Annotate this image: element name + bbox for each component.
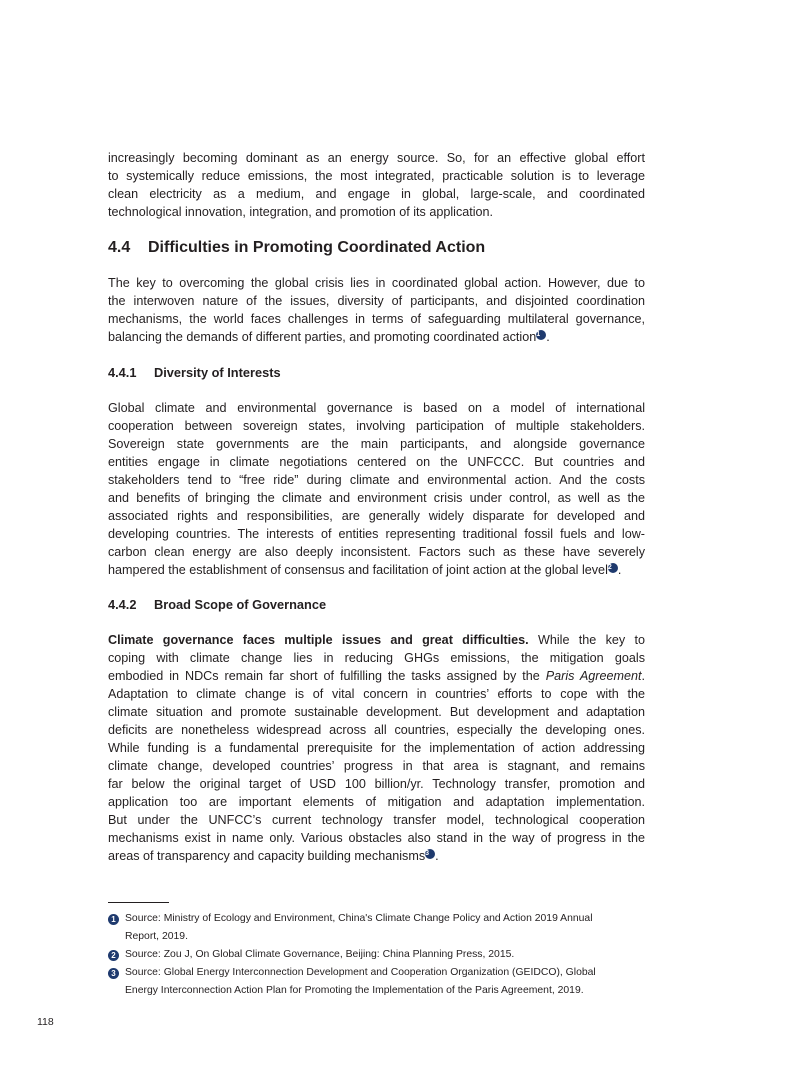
text-line: mechanisms exist in name only. Various obstacles also stand in the way of progress in the [108,831,645,845]
footnote-text: Source: Ministry of Ecology and Environment, China's Climate Change Policy and Action 2019 Annual [125,913,593,924]
text-line: coping with climate change lies in reducing GHGs emissions, the mitigation goals [108,651,645,665]
text-line: cooperation between sovereign states, involving participation of multiple stakeholders. [108,419,645,433]
paragraph-governance [108,631,645,865]
text-line: to systemically reduce emissions, the most integrated, practicable solution is to leverage [108,169,645,183]
text: While the key to [528,633,645,647]
footnote-text: Source: Zou J, On Global Climate Governance, Beijing: China Planning Press, 2015. [125,949,515,960]
subsection-heading [108,364,645,382]
text: hampered the establishment of consensus and facilitation of joint action at the global level [108,563,608,577]
text-line: stakeholders tend to “free ride” during climate and environmental action. And the costs [108,473,645,487]
section-heading [108,238,645,258]
subsection-heading [108,596,645,614]
footnote-text: Energy Interconnection Action Plan for Promoting the Implementation of the Paris Agreement, 2019. [125,985,584,996]
text-line: But under the UNFCC’s current technology transfer model, technological cooperation [108,813,645,827]
footnote-number-icon: 2 [108,950,119,961]
text-line: developing countries. The interests of entities representing traditional fossil fuels and low- [108,527,645,541]
footnote-number-icon: 1 [108,914,119,925]
section-title: Difficulties in Promoting Coordinated Action [148,239,486,256]
text-line: and benefits of bringing the climate and environment crisis under control, as well as the [108,491,645,505]
subsection-title: Diversity of Interests [154,365,281,380]
text-line [108,631,645,649]
footnote-3 [108,964,653,1000]
text-line: The key to overcoming the global crisis lies in coordinated global action. However, due to [108,276,645,290]
paragraph-intro [108,149,645,221]
paragraph-coordinated-action [108,274,645,346]
text-line: areas of transparency and capacity building mechanisms3 . [108,849,439,863]
text-line: embodied in NDCs remain far short of fulfilling the tasks assigned by the Paris Agreement. [108,669,646,683]
text: areas of transparency and capacity building mechanisms [108,849,426,863]
footnote-marker-1[interactable]: 1 [536,330,546,340]
text: embodied in NDCs remain far short of fulfilling the tasks assigned by the [108,669,546,683]
subsection-title: Broad Scope of Governance [154,597,327,612]
text-line: entities engage in climate negotiations centered on the UNFCCC. But countries and [108,455,645,469]
text-line: While funding is a fundamental prerequisite for the implementation of action addressing [108,741,645,755]
footnote-text: Report, 2019. [125,931,188,942]
text-line: climate change, developed countries’ progress in that area is stagnant, and remains [108,759,645,773]
text-line: Global climate and environmental governance is based on a model of international [108,401,645,415]
text-line: Adaptation to climate change is of vital concern in countries’ efforts to cope with the [108,687,645,701]
text-line: far below the original target of USD 100 billion/yr. Technology transfer, promotion and [108,777,645,791]
text-line: the interwoven nature of the issues, diversity of participants, and disjointed coordination [108,294,645,308]
footnote-divider [108,902,169,903]
footnote-number-icon: 3 [108,968,119,979]
footnote-text: Source: Global Energy Interconnection Development and Cooperation Organization (GEIDCO), Global [125,967,596,978]
text-line: application too are important elements of mitigation and adaptation implementation. [108,795,645,809]
footnotes [108,910,653,1000]
footnote-2 [108,946,653,964]
text-line: hampered the establishment of consensus and facilitation of joint action at the global level2 . [108,563,622,577]
paragraph-diversity [108,399,645,579]
text-line: mechanisms, the world faces challenges in terms of safeguarding multilateral governance, [108,312,645,326]
text-line: technological innovation, integration, and promotion of its application. [108,205,494,219]
footnote-1 [108,910,653,946]
section-number: 4.4 [108,239,131,256]
italic-title: Paris Agreement [545,669,642,683]
text-line: associated rights and responsibilities, are generally widely disparate for developed and [108,509,645,523]
subsection-number: 4.4.2 [108,597,137,612]
bold-lead: Climate governance faces multiple issues and great difficulties. [108,633,529,647]
text: balancing the demands of different parties, and promoting coordinated action [108,330,537,344]
page-number: 118 [37,1016,54,1028]
text-line: Sovereign state governments are the main participants, and alongside governance [108,437,645,451]
subsection-number: 4.4.1 [108,365,137,380]
text-line: increasingly becoming dominant as an energy source. So, for an effective global effort [108,151,645,165]
text-line: deficits are nonetheless widespread across all countries, especially the developing ones. [108,723,645,737]
footnote-marker-3[interactable]: 3 [425,849,435,859]
text-line: carbon clean energy are also deeply inconsistent. Factors such as these have severely [108,545,645,559]
footnote-marker-2[interactable]: 2 [608,563,618,573]
text-line: balancing the demands of different parties, and promoting coordinated action1 . [108,330,550,344]
text-line: clean electricity as a medium, and engage in global, large-scale, and coordinated [108,187,645,201]
text-line: climate situation and promote sustainable development. But development and adaptation [108,705,645,719]
